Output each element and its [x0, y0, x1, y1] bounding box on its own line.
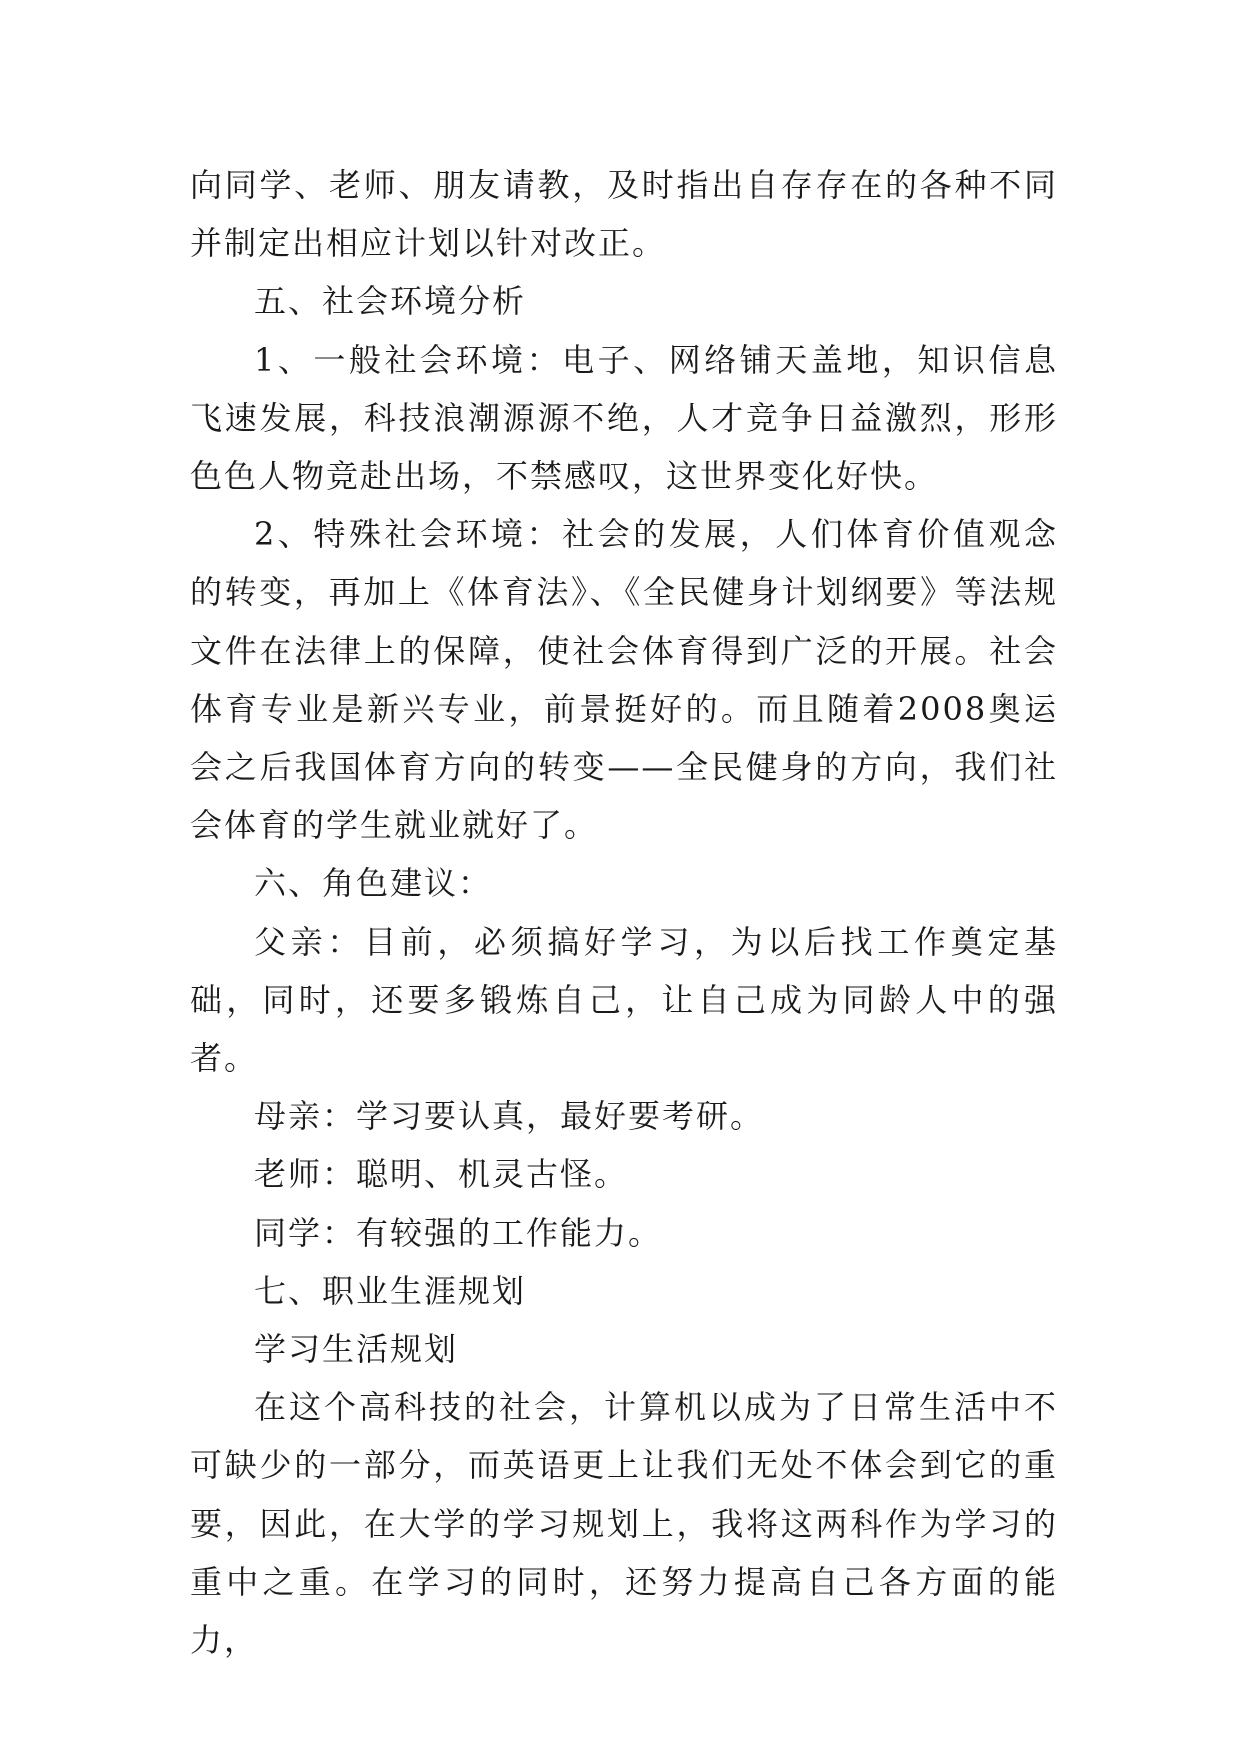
section-heading-career-plan: 七、职业生涯规划 [254, 1271, 527, 1310]
paragraph-1: 向同学、老师、朋友请教，及时指出自存存在的各种不同并制定出相应计划以针对改正。 [190, 166, 1058, 263]
document-body [190, 156, 1058, 1669]
paragraph-special-environment: 2、特殊社会环境：社会的发展，人们体育价值观念的转变，再加上《体育法》、《全民健身计划纲要》等法规文件在法律上的保障，使社会体育得到广泛的开展。社会体育专业是新兴专业，前景挺好的。而且随着2008奥运会之后我国体育方向的转变——全民健身的方向，我们社会体育的学生就业就好了。 [190, 515, 1058, 845]
paragraph-teacher: 老师：聪明、机灵古怪。 [254, 1155, 629, 1194]
paragraph-general-environment: 1、一般社会环境：电子、网络铺天盖地，知识信息飞速发展，科技浪潮源源不绝，人才竞争日益激烈，形形色色人物竞赴出场，不禁感叹，这世界变化好快。 [190, 340, 1058, 496]
section-heading-role-suggestions: 六、角色建议： [254, 864, 493, 903]
paragraph-classmate: 同学：有较强的工作能力。 [254, 1213, 663, 1252]
paragraph-mother: 母亲：学习要认真，最好要考研。 [254, 1097, 765, 1136]
subheading-study-life-plan: 学习生活规划 [254, 1330, 459, 1369]
section-heading-social-environment: 五、社会环境分析 [254, 282, 527, 321]
paragraph-study-plan: 在这个高科技的社会，计算机以成为了日常生活中不可缺少的一部分，而英语更上让我们无处不体会到它的重要，因此，在大学的学习规划上，我将这两科作为学习的重中之重。在学习的同时，还努力提高自己各方面的能力， [190, 1388, 1058, 1660]
paragraph-father: 父亲：目前，必须搞好学习，为以后找工作奠定基础，同时，还要多锻炼自己，让自己成为同龄人中的强者。 [190, 922, 1058, 1078]
